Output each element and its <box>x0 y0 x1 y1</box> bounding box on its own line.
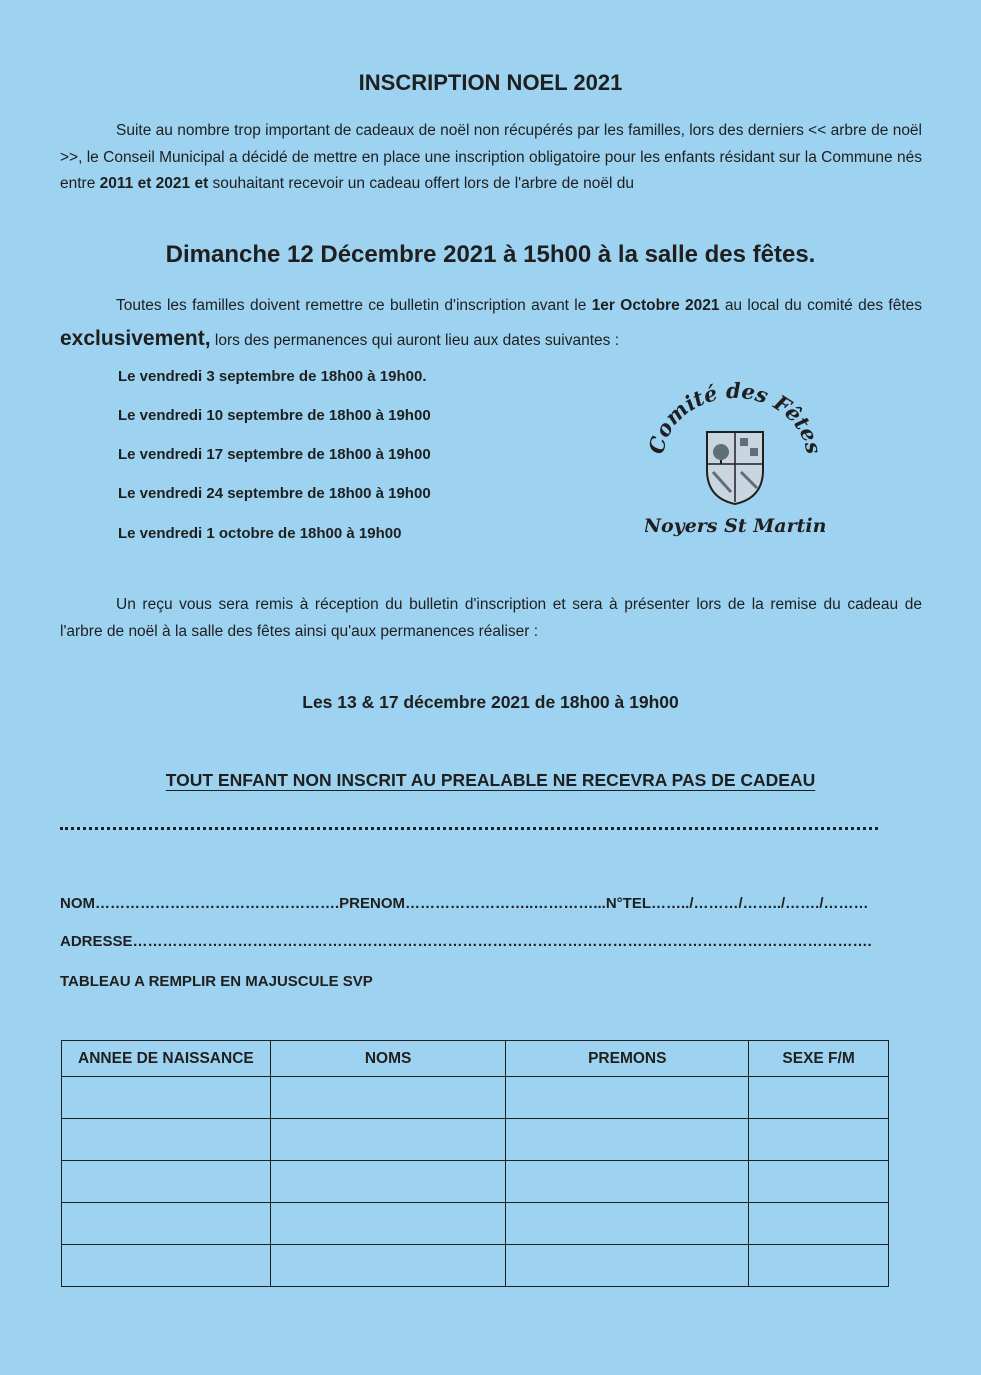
table-cell[interactable] <box>62 1119 271 1161</box>
warning-text: TOUT ENFANT NON INSCRIT AU PREALABLE NE RECEVRA PAS DE CADEAU <box>165 770 816 790</box>
table-cell[interactable] <box>270 1119 506 1161</box>
cut-line <box>60 817 878 830</box>
intro-years: 2011 et 2021 et <box>99 175 209 192</box>
receipt-paragraph <box>60 592 922 645</box>
deadline-text-2: au local du comité des fêtes <box>719 297 922 314</box>
table-cell[interactable] <box>62 1161 271 1203</box>
table-cell[interactable] <box>270 1245 506 1287</box>
deadline-text: Toutes les familles doivent remettre ce bulletin d'inscription avant le <box>116 297 592 314</box>
shield-icon <box>707 432 763 504</box>
permanence-date: Le vendredi 1 octobre de 18h00 à 19h00 <box>118 525 402 542</box>
receipt-text: Un reçu vous sera remis à réception du bulletin d'inscription et sera à présenter lors de la remise du cadeau de l'arbre de noël à la salle des fêtes ainsi qu'aux permanences réaliser : <box>60 596 922 640</box>
page-title: INSCRIPTION NOEL 2021 <box>358 70 623 95</box>
table-cell[interactable] <box>749 1245 889 1287</box>
table-header-row <box>62 1041 889 1077</box>
table-cell[interactable] <box>506 1161 749 1203</box>
table-cell[interactable] <box>749 1119 889 1161</box>
pickup-dates: Les 13 & 17 décembre 2021 de 18h00 à 19h00 <box>302 692 679 712</box>
table-cell[interactable] <box>506 1203 749 1245</box>
table-cell[interactable] <box>270 1203 506 1245</box>
table-cell[interactable] <box>506 1245 749 1287</box>
deadline-date: 1er Octobre 2021 <box>591 297 720 314</box>
event-date-heading: Dimanche 12 Décembre 2021 à 15h00 à la salle des fêtes. <box>165 241 816 268</box>
table-row <box>62 1203 889 1245</box>
header-first-names: PREMONS <box>506 1041 749 1077</box>
name-phone-field[interactable]: NOM………………………………………….PRENOM……………………..…………...N°TEL……../………/……../……./……… <box>60 895 869 912</box>
logo-top-text: Comité des Fêtes <box>645 380 825 457</box>
header-sex: SEXE F/M <box>749 1041 889 1077</box>
table-cell[interactable] <box>506 1119 749 1161</box>
table-cell[interactable] <box>749 1077 889 1119</box>
table-cell[interactable] <box>62 1245 271 1287</box>
deadline-paragraph <box>60 289 922 357</box>
table-cell[interactable] <box>749 1161 889 1203</box>
table-row <box>62 1161 889 1203</box>
deadline-text-3: lors des permanences qui auront lieu aux dates suivantes : <box>210 332 619 349</box>
logo-emblem <box>645 380 825 550</box>
header-birth-year: ANNEE DE NAISSANCE <box>62 1041 271 1077</box>
table-cell[interactable] <box>270 1161 506 1203</box>
table-cell[interactable] <box>62 1203 271 1245</box>
table-cell[interactable] <box>506 1077 749 1119</box>
intro-text: Suite au nombre trop important de cadeaux de noël non récupérés par les familles, lors des derniers << arbre de noël >>, le Conseil Municipal a décidé de mettre en place une inscription obligatoire pour les enfants résidant sur la Commune nés entre <box>60 122 922 192</box>
comite-des-fetes-logo <box>645 380 825 550</box>
warning-notice <box>0 770 981 791</box>
table-instruction: TABLEAU A REMPLIR EN MAJUSCULE SVP <box>60 973 373 990</box>
intro-text-end: souhaitant recevoir un cadeau offert lors de l'arbre de noël du <box>208 175 634 192</box>
table-cell[interactable] <box>270 1077 506 1119</box>
table-row <box>62 1119 889 1161</box>
permanence-date: Le vendredi 24 septembre de 18h00 à 19h00 <box>118 485 431 502</box>
intro-paragraph <box>60 118 922 198</box>
header-names: NOMS <box>270 1041 506 1077</box>
permanence-date: Le vendredi 10 septembre de 18h00 à 19h00 <box>118 407 431 424</box>
permanence-date: Le vendredi 3 septembre de 18h00 à 19h00. <box>118 368 427 385</box>
table-cell[interactable] <box>749 1203 889 1245</box>
table-row <box>62 1245 889 1287</box>
address-field[interactable]: ADRESSE…………………………………………………………………………………………………………………………………. <box>60 933 872 950</box>
permanence-date: Le vendredi 17 septembre de 18h00 à 19h00 <box>118 446 431 463</box>
children-table <box>61 1040 889 1287</box>
table-row <box>62 1077 889 1119</box>
deadline-emphasis: exclusivement, <box>60 327 211 350</box>
table-cell[interactable] <box>62 1077 271 1119</box>
logo-bottom-text: Noyers St Martin <box>645 515 825 537</box>
